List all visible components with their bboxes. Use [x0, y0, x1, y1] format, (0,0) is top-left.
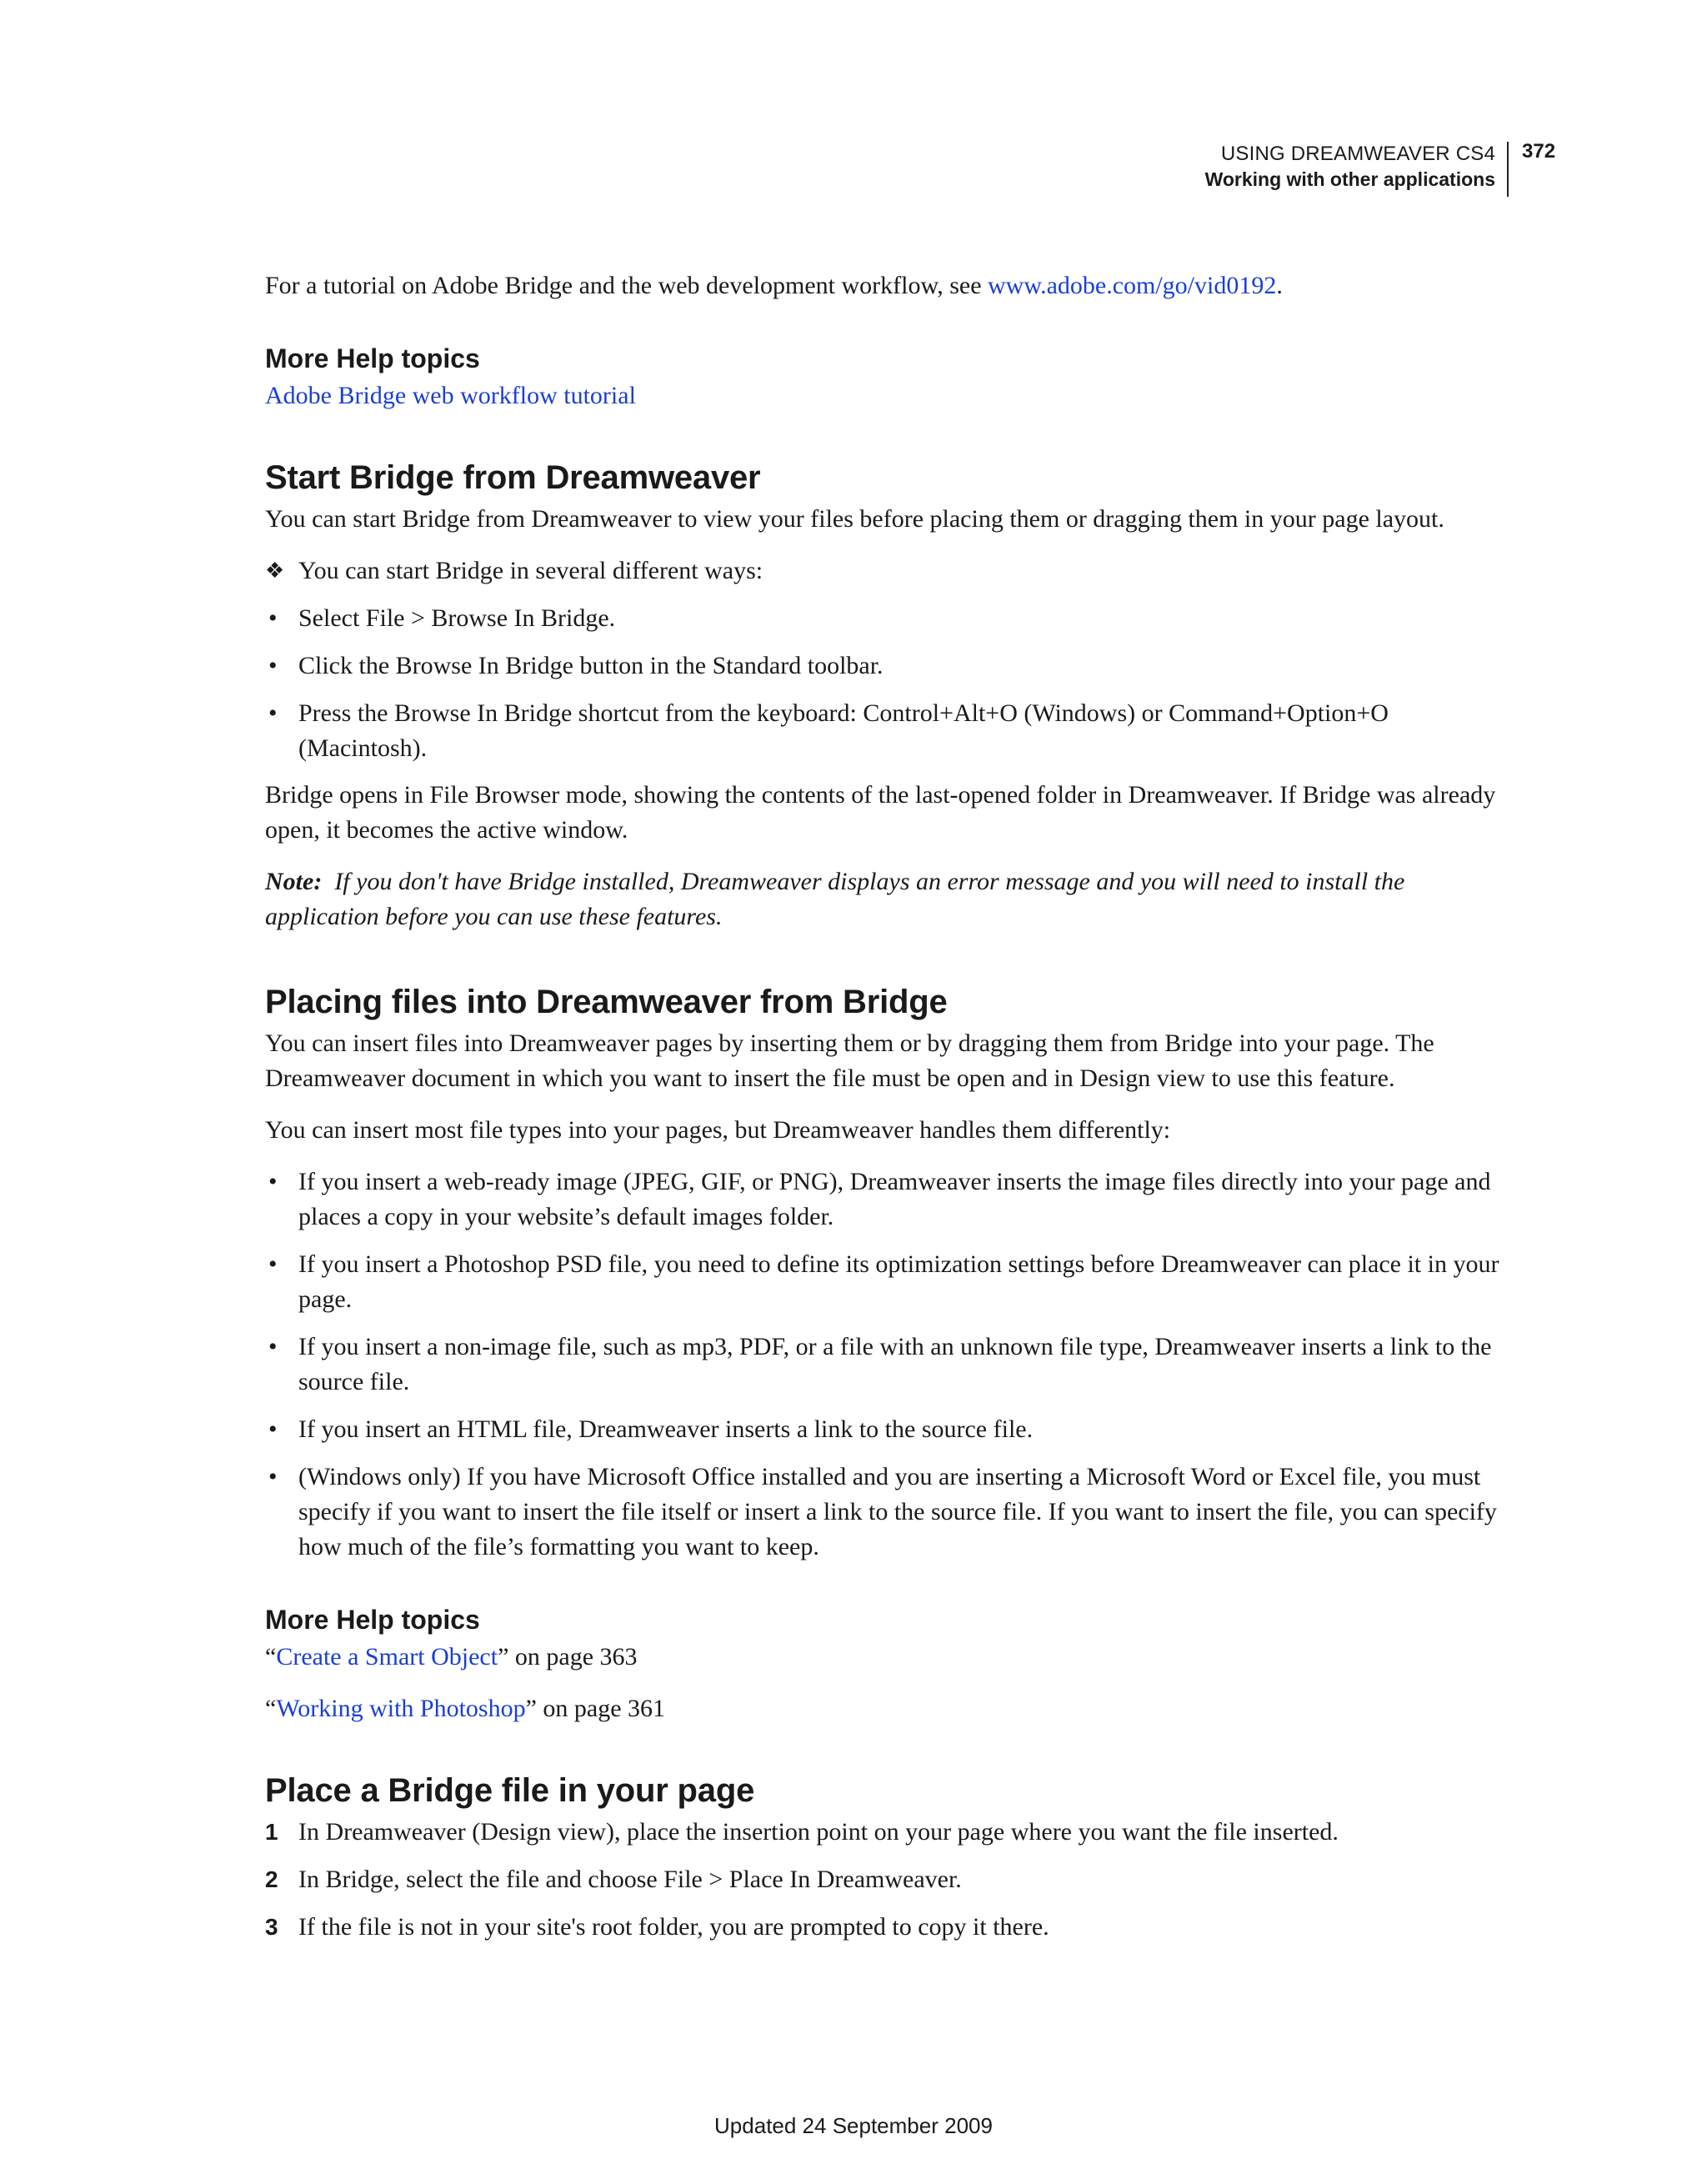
bullet-icon: •	[268, 604, 278, 632]
list-item-text: If you insert an HTML file, Dreamweaver inserts a link to the source file.	[298, 1415, 1034, 1443]
help-reference	[265, 1691, 1507, 1726]
tutorial-link[interactable]: www.adobe.com/go/vid0192	[988, 272, 1277, 299]
section-title-place-bridge-file: Place a Bridge file in your page	[265, 1772, 755, 1809]
open-quote: “	[265, 1643, 277, 1671]
list-item	[265, 601, 1507, 636]
list-item-text: (Windows only) If you have Microsoft Office installed and you are inserting a Microsoft Word or Excel file, you must specify if you want to insert the file itself or insert a link to the source file. If you want to insert the file, you can specify how much of the file’s formatting you want to keep.	[298, 1463, 1497, 1560]
step-text: You can start Bridge in several different ways:	[298, 557, 763, 584]
page-reference: ” on page 363	[498, 1643, 638, 1671]
bullet-icon: •	[268, 1415, 278, 1443]
list-item	[265, 649, 1507, 684]
document-title: USING DREAMWEAVER CS4	[1220, 143, 1495, 165]
numbered-step	[265, 1910, 1507, 1945]
note-label: Note:	[265, 868, 323, 895]
procedure-step	[265, 554, 1507, 589]
list-item-text: If you insert a Photoshop PSD file, you need to define its optimization settings before Dreamweaver can place it in your page.	[298, 1250, 1499, 1313]
list-item	[265, 1460, 1507, 1565]
bullet-icon: •	[268, 699, 278, 727]
after-list-paragraph: Bridge opens in File Browser mode, showing the contents of the last-opened folder in Dreamweaver. If Bridge was already open, it becomes the active window.	[265, 781, 1496, 844]
list-item	[265, 1330, 1507, 1400]
more-help-heading: More Help topics	[265, 1605, 480, 1635]
list-item	[265, 1165, 1507, 1235]
list-item	[265, 1247, 1507, 1317]
section-title-placing-files: Placing files into Dreamweaver from Bridge	[265, 984, 948, 1020]
diamond-icon: ❖	[265, 559, 285, 583]
list-item-text: If you insert a web-ready image (JPEG, GIF, or PNG), Dreamweaver inserts the image files directly into your page and places a copy in your website’s default images folder.	[298, 1168, 1491, 1230]
intro-text: For a tutorial on Adobe Bridge and the web development workflow, see	[265, 272, 989, 299]
step-number: 3	[265, 1914, 278, 1940]
page-number: 372	[1522, 140, 1556, 163]
list-item	[265, 696, 1507, 766]
bullet-icon: •	[268, 1168, 278, 1195]
more-help-heading: More Help topics	[265, 343, 480, 373]
section-paragraph: You can insert most file types into your pages, but Dreamweaver handles them differently:	[265, 1116, 1171, 1144]
page-reference: ” on page 361	[525, 1695, 666, 1722]
numbered-step	[265, 1862, 1507, 1897]
section-paragraph: You can insert files into Dreamweaver pages by inserting them or by dragging them from Bridge into your page. The Dreamweaver document in which you want to insert the file must be open and in Design view to use this feature.	[265, 1029, 1434, 1092]
page-content	[265, 265, 1507, 1945]
intro-end: .	[1276, 272, 1283, 299]
step-text: If the file is not in your site's root folder, you are prompted to copy it there.	[298, 1913, 1049, 1941]
bullet-icon: •	[268, 652, 278, 679]
step-text: In Dreamweaver (Design view), place the insertion point on your page where you want the file inserted.	[298, 1818, 1339, 1846]
step-number: 2	[265, 1866, 278, 1892]
intro-paragraph	[265, 268, 1507, 303]
list-item-text: If you insert a non-image file, such as mp3, PDF, or a file with an unknown file type, Dreamweaver inserts a link to the source file.	[298, 1333, 1492, 1395]
page-footer: Updated 24 September 2009	[714, 2113, 993, 2138]
bullet-icon: •	[268, 1250, 278, 1278]
note	[265, 864, 1507, 934]
create-smart-object-link[interactable]: Create a Smart Object	[276, 1643, 498, 1671]
bridge-workflow-tutorial-link[interactable]: Adobe Bridge web workflow tutorial	[265, 382, 636, 409]
section-intro: You can start Bridge from Dreamweaver to view your files before placing them or dragging them in your page layout.	[265, 505, 1444, 533]
list-item-text: Press the Browse In Bridge shortcut from the keyboard: Control+Alt+O (Windows) or Command+Option+O (Macintosh).	[298, 699, 1389, 762]
help-link-row	[265, 378, 1507, 413]
list-item-text: Select File > Browse In Bridge.	[298, 604, 616, 632]
working-with-photoshop-link[interactable]: Working with Photoshop	[276, 1695, 526, 1722]
running-header	[1205, 142, 1509, 197]
list-item-text: Click the Browse In Bridge button in the Standard toolbar.	[298, 652, 884, 679]
help-reference	[265, 1640, 1507, 1675]
note-text: If you don't have Bridge installed, Dreamweaver displays an error message and you will need to install the application before you can use these features.	[265, 868, 1405, 930]
step-text: In Bridge, select the file and choose File > Place In Dreamweaver.	[298, 1866, 962, 1893]
list-item	[265, 1412, 1507, 1447]
open-quote: “	[265, 1695, 277, 1722]
step-number: 1	[265, 1819, 278, 1845]
bullet-icon: •	[268, 1333, 278, 1360]
bullet-icon: •	[268, 1463, 278, 1490]
chapter-title: Working with other applications	[1204, 168, 1495, 190]
numbered-step	[265, 1815, 1507, 1850]
section-title-start-bridge: Start Bridge from Dreamweaver	[265, 459, 761, 496]
